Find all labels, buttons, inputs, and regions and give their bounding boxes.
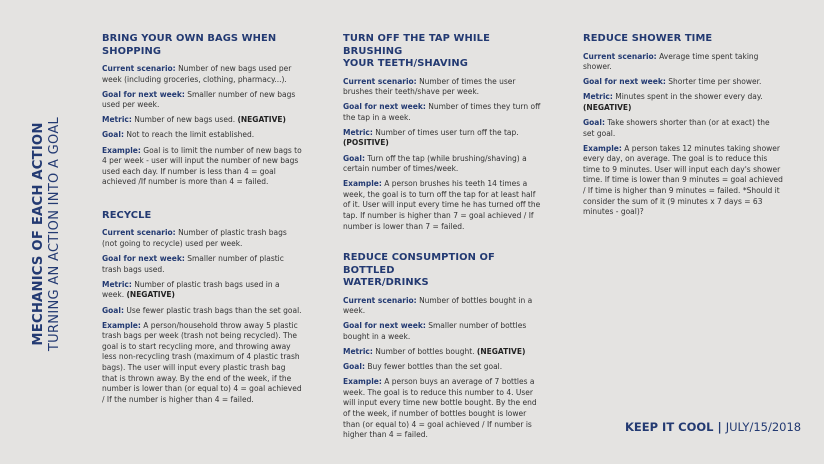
goal-next-week [343, 102, 543, 123]
metric-tag: (NEGATIVE) [583, 102, 632, 112]
label: Metric: [583, 92, 613, 102]
label: Example: [102, 320, 141, 330]
section-bags [102, 33, 302, 188]
label: Metric: [102, 279, 132, 289]
label: Current scenario: [102, 64, 176, 73]
title-line: SHOPPING [102, 45, 162, 57]
goal-next-week [102, 254, 302, 275]
value: Take showers shorter than (or at exact) the set goal. [583, 117, 770, 138]
label: Goal: [583, 117, 605, 127]
example [102, 321, 302, 406]
label: Current scenario: [102, 228, 176, 238]
label: Goal: [102, 130, 124, 140]
example [343, 377, 543, 441]
section-title [343, 33, 543, 71]
value: A person brushes his teeth 14 times a week, the goal is to turn off the tap for at least half of it. User will input every time he has turned off the tap. If number is higher than 7 = goal achieved / If number is lower than 7 = failed. [343, 179, 541, 231]
value: Number of new bags used per week (including groceries, clothing, pharmacy...). [102, 64, 292, 84]
label: Metric: [343, 127, 373, 137]
value: Minutes spent in the shower every day. [612, 92, 763, 102]
metric [102, 280, 302, 301]
goal [343, 362, 543, 373]
value: Turn off the tap (while brushing/shaving) a certain number of times/week. [343, 153, 527, 174]
value: Number of bottles bought. [372, 347, 477, 357]
metric-tag: (NEGATIVE) [126, 290, 175, 300]
sidebar-title: MECHANICS OF EACH ACTION [31, 122, 46, 346]
current-scenario [343, 77, 543, 98]
label: Metric: [343, 347, 373, 357]
metric [583, 92, 783, 113]
metric [102, 115, 302, 126]
metric [343, 347, 543, 358]
section-title: REDUCE SHOWER TIME [583, 33, 713, 44]
value: Number of new bags used. [131, 115, 238, 125]
goal [102, 306, 302, 317]
value: Shorter time per shower. [665, 77, 762, 87]
goal [343, 154, 543, 175]
value: Goal is to limit the number of new bags to 4 per week - user will input the number of new bags used each day. If number is less than 4 = goal achieved /If number is more than 4 = failed. [102, 145, 302, 187]
footer [625, 420, 801, 434]
label: Goal for next week: [343, 321, 426, 331]
label: Current scenario: [343, 295, 417, 305]
label: Example: [102, 145, 141, 155]
title-line: WATER/DRINKS [343, 277, 429, 289]
sidebar-subtitle: TURNING AN ACTION INTO A GOAL [47, 116, 62, 352]
value: Number of times user turn off the tap. [372, 127, 519, 137]
value: Smaller number of bottles bought in a week. [343, 321, 527, 341]
column-1 [102, 33, 302, 421]
label: Goal for next week: [102, 89, 185, 99]
goal [583, 118, 783, 139]
label: Current scenario: [343, 76, 417, 86]
value: Average time spent taking shower. [583, 51, 759, 72]
metric-tag: (NEGATIVE) [237, 115, 286, 125]
value: Buy fewer bottles than the set goal. [364, 362, 503, 372]
example [583, 144, 783, 218]
metric-tag: (POSITIVE) [343, 138, 389, 148]
label: Goal: [343, 153, 365, 163]
value: Not to reach the limit established. [123, 130, 255, 140]
label: Example: [583, 143, 622, 153]
value: Number of plastic trash bags (not going to recycle) used per week. [102, 228, 287, 249]
value: Use fewer plastic trash bags than the set goal. [123, 305, 302, 315]
current-scenario [102, 228, 302, 249]
value: A person/household throw away 5 plastic trash bags per week (trash not being recycled). The goal is to start recycling more, and throwing away less non-recycling trash (maximum of 4 plastic trash bags). The user will input every plastic trash bag that is thrown away. By the end of the week, if the number is lower than (or equal to) 4 = goal achieved / If the number is higher than 4 = failed. [102, 320, 302, 404]
footer-brand: KEEP IT COOL [625, 420, 714, 434]
column-3 [583, 33, 783, 234]
value: A person takes 12 minutes taking shower every day, on average. The goal is to reduce this time to 9 minutes. User will input each day's shower time. If time is lower than 9 minutes = goal achieved / If time is higher than 9 minutes = failed. *Should it consider the sum of it (9 minutes x 7 days = 63 minutes - goal)? [583, 143, 783, 217]
value: Number of bottles bought in a week. [343, 295, 533, 316]
sidebar [31, 24, 71, 444]
goal [102, 130, 302, 141]
footer-date: JULY/15/2018 [725, 420, 802, 434]
value: Number of times the user brushes their teeth/shave per week. [343, 76, 516, 97]
section-bottles [343, 252, 543, 441]
section-title [102, 33, 302, 58]
title-line: BRING YOUR OWN BAGS WHEN [102, 33, 277, 44]
metric [343, 128, 543, 149]
section-title [343, 252, 543, 290]
metric-tag: (NEGATIVE) [476, 347, 526, 357]
value: Smaller number of plastic trash bags used. [102, 254, 284, 274]
title-line: REDUCE CONSUMPTION OF BOTTLED [343, 252, 495, 276]
label: Metric: [102, 115, 132, 125]
value: A person buys an average of 7 bottles a week. The goal is to reduce this number to 4. User will input every time new bottle bought. By the end of the week, if number of bottles bought is lower than (or equal to) 4 = goal achieved / If number is higher than 4 = failed. [343, 377, 537, 440]
value: Number of plastic trash bags used in a week. [102, 279, 280, 300]
example [102, 146, 302, 188]
section-shower [583, 33, 783, 218]
current-scenario [102, 64, 302, 85]
footer-separator: | [713, 420, 726, 434]
label: Goal for next week: [343, 102, 426, 112]
current-scenario [343, 296, 543, 317]
column-2 [343, 33, 543, 457]
goal-next-week [343, 321, 543, 342]
label: Goal for next week: [583, 77, 666, 87]
section-title: RECYCLE [102, 209, 152, 221]
current-scenario [583, 52, 783, 73]
value: Number of times they turn off the tap in a week. [343, 102, 541, 122]
label: Example: [343, 377, 382, 387]
example [343, 179, 543, 232]
section-tap [343, 33, 543, 232]
value: Smaller number of new bags used per week. [102, 89, 296, 110]
label: Current scenario: [583, 51, 657, 61]
section-recycle [102, 210, 302, 405]
label: Goal for next week: [102, 254, 185, 264]
goal-next-week [102, 90, 302, 111]
goal-next-week [583, 77, 783, 88]
label: Example: [343, 179, 382, 189]
label: Goal: [343, 362, 365, 372]
title-line: YOUR TEETH/SHAVING [343, 58, 468, 69]
title-line: TURN OFF THE TAP WHILE BRUSHING [343, 33, 490, 57]
label: Goal: [102, 305, 124, 315]
